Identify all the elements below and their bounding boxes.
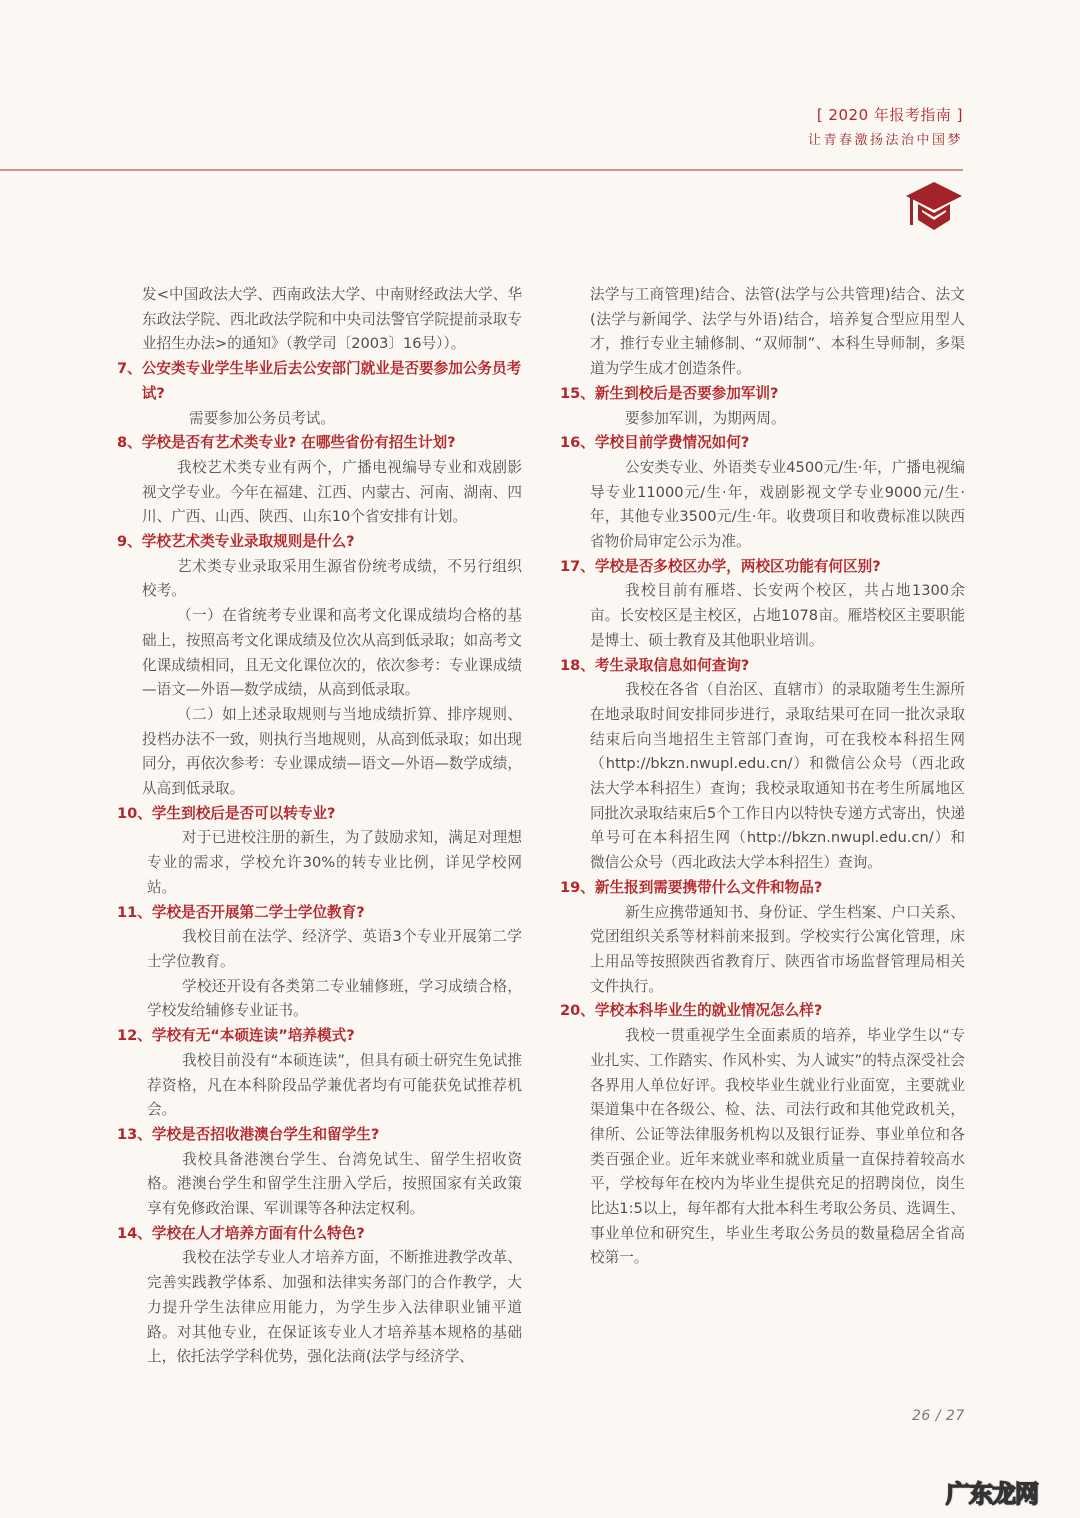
- question-number: 9、: [117, 533, 142, 551]
- answer-paragraph: 我校艺术类专业有两个，广播电视编导专业和戏剧影视文学专业。今年在福建、江西、内蒙古、河南、湖南、四川、广西、山西、陕西、山东10个省安排有计划。: [142, 458, 522, 526]
- faq-item-20: [560, 999, 965, 1271]
- question-number: 19、: [560, 878, 595, 896]
- answer-paragraph: 我校一贯重视学生全面素质的培养，毕业学生以“专业扎实、工作踏实、作风朴实、为人诚实”的特点深受社会各界用人单位好评。我校毕业生就业行业面宽，主要就业渠道集中在各级公、检、法、司法行政和其他党政机关，律所、公证等法律服务机构以及银行证券、事业单位和各类百强企业。近年来就业率和就业质量一直保持着较高水平，学校每年在校内为毕业生提供充足的招聘岗位，岗生比达1:5以上，每年都有大批本科生考取公务员、选调生、事业单位和研究生，毕业生考取公务员的数量稳居全省高校第一。: [590, 1027, 965, 1267]
- lead-paragraph: 法学与工商管理)结合、法管(法学与公共管理)结合、法文(法学与新闻学、法学与外语)结合，培养复合型应用型人才，推行专业主辅修制、“双师制”、本科生导师制，多渠道为学生成才创造条件。: [590, 286, 965, 378]
- answer-paragraph: 我校在各省（自治区、直辖市）的录取随考生生源所在地录取时间安排同步进行，录取结果可在同一批次录取结束后向当地招生主管部门查询，可在我校本科招生网（http://bkzn.nwupl.edu.cn/）和微信公众号（西北政法大学本科招生）查询；我校录取通知书在考生所属地区同批次录取结束后5个工作日内以特快专递方式寄出，快递单号可在本科招生网（http://bkzn.nwupl.edu.cn/）和微信公众号（西北政法大学本科招生）查询。: [590, 681, 965, 872]
- faq-item-11: [117, 901, 522, 1025]
- question-text: 学校在人才培养方面有什么特色?: [151, 1224, 365, 1242]
- header-subtitle: 让青春激扬法治中国梦: [807, 133, 963, 148]
- answer-paragraph: 要参加军训，为期两周。: [625, 409, 786, 427]
- question-text: 公安类专业学生毕业后去公安部门就业是否要参加公务员考试?: [141, 360, 522, 402]
- faq-item-10: [117, 802, 522, 901]
- question-number: 10、: [117, 804, 152, 822]
- question-number: 13、: [117, 1125, 152, 1143]
- right-column: [560, 283, 965, 1271]
- question-number: 14、: [117, 1224, 152, 1242]
- answer-paragraph: 学校还开设有各类第二专业辅修班，学习成绩合格，学校发给辅修专业证书。: [147, 977, 522, 1020]
- question-text: 学校是否招收港澳台学生和留学生?: [151, 1125, 380, 1143]
- question-number: 17、: [560, 557, 595, 575]
- question-text: 学校有无“本硕连读”培养模式?: [151, 1027, 355, 1045]
- question-number: 11、: [117, 903, 152, 921]
- question-number: 15、: [560, 384, 595, 402]
- header-title: [ 2020 年报考指南 ]: [816, 106, 963, 124]
- header-divider: [0, 169, 963, 171]
- question-number: 16、: [560, 434, 595, 452]
- faq-item-14: [117, 1222, 522, 1370]
- answer-paragraph: （二）如上述录取规则与当地成绩折算、排序规则、投档办法不一致，则执行当地规则，从高到低录取；如出现同分，再依次参考：专业课成绩—语文—外语—数学成绩，从高到低录取。: [142, 705, 522, 798]
- page-number: 26 / 27: [912, 1408, 965, 1424]
- answer-paragraph: 我校目前没有“本硕连读”，但具有硕士研究生免试推荐资格，凡在本科阶段品学兼优者均有可能获免试推荐机会。: [147, 1051, 522, 1119]
- question-number: 8、: [117, 434, 142, 452]
- answer-paragraph: 我校目前在法学、经济学、英语3个专业开展第二学士学位教育。: [147, 928, 522, 970]
- answer-paragraph: 我校目前有雁塔、长安两个校区，共占地1300余亩。长安校区是主校区，占地1078亩。雁塔校区主要职能是博士、硕士教育及其他职业培训。: [590, 582, 965, 649]
- question-number: 18、: [560, 656, 595, 674]
- faq-item-9: [117, 530, 522, 802]
- question-text: 学校艺术类专业录取规则是什么?: [141, 533, 355, 551]
- faq-item-12: [117, 1024, 522, 1123]
- question-number: 12、: [117, 1027, 152, 1045]
- faq-item-17: [560, 555, 965, 654]
- faq-item-15: [560, 382, 965, 431]
- question-text: 学校是否多校区办学，两校区功能有何区别?: [594, 557, 881, 575]
- question-heading: [560, 654, 965, 679]
- question-text: 学校是否有艺术类专业? 在哪些省份有招生计划?: [141, 434, 456, 452]
- question-heading: [560, 382, 965, 407]
- question-text: 新生到校后是否要参加军训?: [594, 384, 779, 402]
- question-heading: [117, 802, 522, 827]
- lead-paragraph: 发<中国政法大学、西南政法大学、中南财经政法大学、华东政法学院、西北政法学院和中央司法警官学院提前录取专业招生办法>的通知》（教学司〔2003〕16号））。: [142, 286, 522, 353]
- faq-item-8: [117, 431, 522, 530]
- question-text: 学校是否开展第二学士学位教育?: [151, 903, 365, 921]
- faq-item-19: [560, 876, 965, 1000]
- faq-item-7: [117, 357, 522, 431]
- question-heading: [117, 1123, 522, 1148]
- faq-item-13: [117, 1123, 522, 1222]
- question-heading: [560, 555, 965, 580]
- answer-paragraph: 公安类专业、外语类专业4500元/生·年，广播电视编导专业11000元/生·年，戏剧影视文学专业9000元/生·年，其他专业3500元/生·年。收费项目和收费标准以陕西省物价局审定公示为准。: [590, 458, 965, 551]
- question-text: 学校目前学费情况如何?: [594, 434, 750, 452]
- answer-paragraph: （一）在省统考专业课和高考文化课成绩均合格的基础上，按照高考文化课成绩及位次从高到低录取；如高考文化课成绩相同，且无文化课位次的，依次参考：专业课成绩—语文—外语—数学成绩，从高到低录取。: [142, 607, 522, 699]
- question-heading: [560, 876, 965, 901]
- answer-paragraph: 需要参加公务员考试。: [189, 409, 335, 427]
- left-column: [117, 283, 522, 1370]
- answer-paragraph: 对于已进校注册的新生，为了鼓励求知，满足对理想专业的需求，学校允许30%的转专业比例，详见学校网站。: [147, 829, 522, 896]
- question-heading: [117, 431, 522, 456]
- answer-paragraph: 我校具备港澳台学生、台湾免试生、留学生招收资格。港澳台学生和留学生注册入学后，按照国家有关政策享有免修政治课、军训课等各种法定权利。: [147, 1150, 522, 1218]
- question-text: 学校本科毕业生的就业情况怎么样?: [594, 1002, 823, 1020]
- question-heading: [117, 530, 522, 555]
- question-heading: [117, 901, 522, 926]
- question-text: 新生报到需要携带什么文件和物品?: [594, 878, 823, 896]
- graduation-cap-icon: [904, 180, 964, 232]
- question-heading: [117, 357, 522, 406]
- answer-paragraph: 我校在法学专业人才培养方面，不断推进教学改革、完善实践教学体系、加强和法律实务部门的合作教学，大力提升学生法律应用能力，为学生步入法律职业铺平道路。对其他专业，在保证该专业人才培养基本规格的基础上，依托法学学科优势，强化法商(法学与经济学、: [147, 1249, 522, 1366]
- faq-item-16: [560, 431, 965, 555]
- faq-item-18: [560, 654, 965, 876]
- question-number: 20、: [560, 1002, 595, 1020]
- question-heading: [117, 1222, 522, 1247]
- question-number: 7、: [117, 360, 142, 378]
- question-heading: [560, 431, 965, 456]
- watermark-logo: 广东龙网: [946, 1480, 1038, 1508]
- answer-paragraph: 新生应携带通知书、身份证、学生档案、户口关系、党团组织关系等材料前来报到。学校实行公寓化管理，床上用品等按照陕西省教育厅、陕西省市场监督管理局相关文件执行。: [590, 903, 965, 995]
- answer-paragraph: 艺术类专业录取采用生源省份统考成绩，不另行组织校考。: [142, 557, 522, 600]
- question-text: 考生录取信息如何查询?: [594, 656, 750, 674]
- question-heading: [560, 999, 965, 1024]
- question-text: 学生到校后是否可以转专业?: [151, 804, 336, 822]
- question-heading: [117, 1024, 522, 1049]
